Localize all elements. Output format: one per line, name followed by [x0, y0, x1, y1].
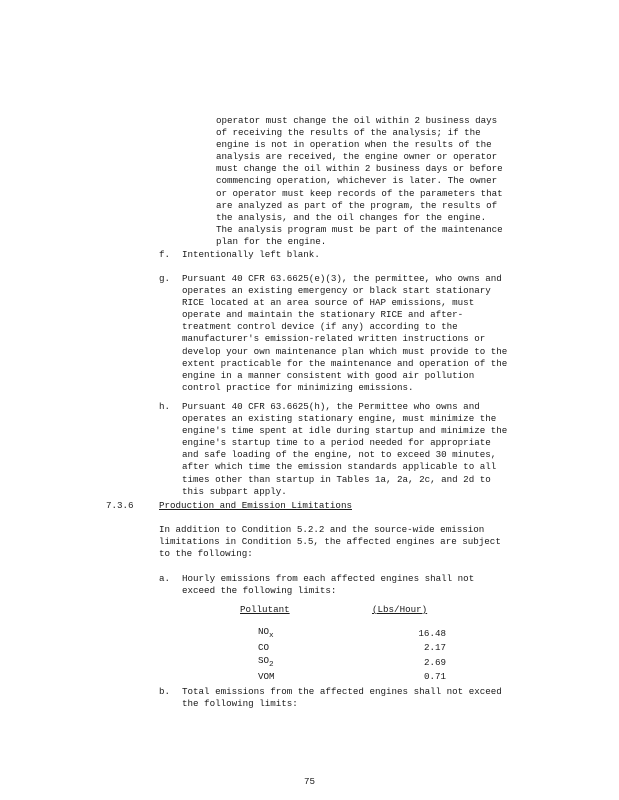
- table-row: [240, 626, 446, 642]
- rate-cell: 16.48: [418, 628, 446, 639]
- pollutant-name: CO: [258, 642, 270, 654]
- section-title: Production and Emission Limitations: [159, 500, 352, 511]
- continued-paragraph: operator must change the oil within 2 business days of receiving the results of the analysis; if the engine is not in operation when the results of the analysis are received, the engine owner or operator must change the oil within 2 business days or before commencing operation, whichever is later. The owner or operator must keep records of the parameters that are analyzed as part of the program, the results of the analysis, and the oil changes for the engine. The analysis program must be part of the maintenance plan for the engine.: [216, 115, 503, 247]
- item-a-marker: a.: [159, 573, 171, 584]
- rate-cell: 0.71: [423, 670, 446, 682]
- item-b-marker: b.: [159, 686, 171, 697]
- table-header-row: [240, 604, 446, 626]
- item-g-text: Pursuant 40 CFR 63.6625(e)(3), the permittee, who owns and operates an existing emergency or black start stationary RICE located at an area source of HAP emissions, must operate and maintain the stationary RICE and after- treatment control device (if any) according to the manufacturer's emission-related written instructions or develop your own maintenance plan which must provide to the extent practicable for the maintenance and operation of the engine in a manner consistent with good air pollution control practice for minimizing emissions.: [182, 273, 508, 393]
- rate-cell: 2.69: [423, 656, 446, 668]
- pollutant-cell: [240, 671, 358, 683]
- section-number: 7.3.6: [106, 500, 134, 511]
- item-f-marker: f.: [159, 249, 171, 260]
- pollutant-name: NO: [258, 626, 270, 638]
- rate-header: [358, 604, 446, 626]
- pollutant-subscript: x: [269, 631, 274, 640]
- pollutant-cell: [240, 642, 358, 654]
- pollutant-cell: [240, 626, 358, 642]
- emission-limits-table: [240, 604, 446, 683]
- table-row: [240, 642, 446, 654]
- item-b-text: Total emissions from the affected engines shall not exceed the following limits:: [182, 686, 502, 710]
- item-f-text: Intentionally left blank.: [182, 249, 320, 260]
- pollutant-header-text: Pollutant: [240, 604, 290, 615]
- page-number: 75: [303, 776, 316, 787]
- table-row: [240, 671, 446, 683]
- table-row: [240, 655, 446, 671]
- item-h-text: Pursuant 40 CFR 63.6625(h), the Permittee who owns and operates an existing stationary engine, must minimize the engine's time spent at idle during startup and minimize the engine's startup time to a period needed for appropriate and safe loading of the engine, not to exceed 30 minutes, after which time the emission standards applicable to all times other than startup in Tables 1a, 2a, 2c, and 2d to this subpart apply.: [182, 401, 508, 497]
- rate-header-text: (Lbs/Hour): [372, 604, 428, 615]
- pollutant-subscript: 2: [269, 660, 274, 669]
- rate-cell: 2.17: [423, 642, 446, 654]
- item-g-marker: g.: [159, 273, 171, 284]
- pollutant-name: VOM: [258, 670, 275, 682]
- item-h-marker: h.: [159, 401, 171, 412]
- section-intro: In addition to Condition 5.2.2 and the source-wide emission limitations in Condition 5.5, the affected engines are subject to the following:: [159, 524, 501, 560]
- item-a-text: Hourly emissions from each affected engines shall not exceed the following limits:: [182, 573, 475, 597]
- pollutant-header: [240, 604, 358, 626]
- pollutant-cell: [240, 655, 358, 671]
- pollutant-name: SO: [258, 654, 270, 666]
